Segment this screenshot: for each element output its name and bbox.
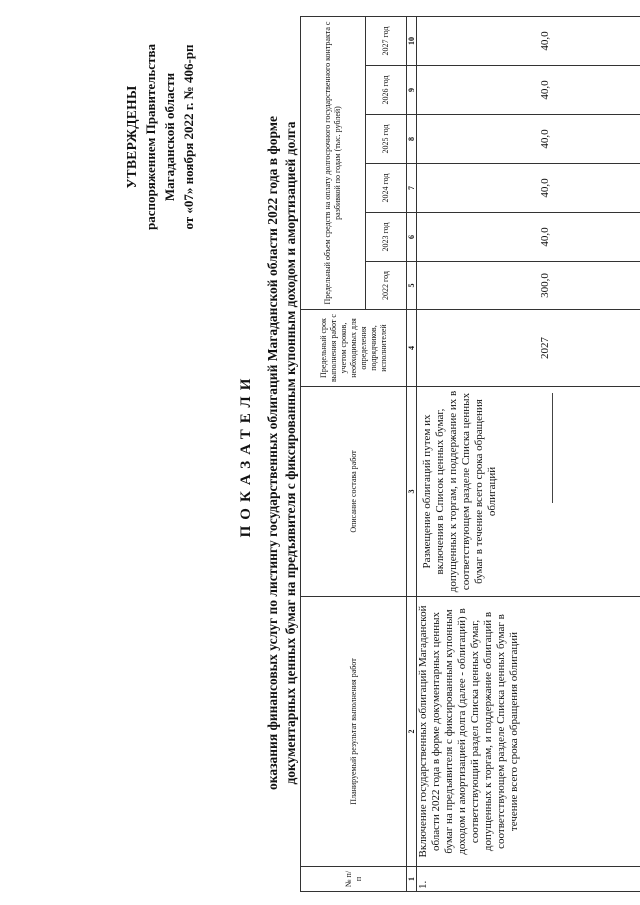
header-year-2027: 2027 год xyxy=(366,17,407,66)
indicators-table xyxy=(300,16,640,892)
col-number: 10 xyxy=(407,17,417,66)
approval-line-3: от «07» ноября 2022 г. № 406-рп xyxy=(181,44,196,230)
row-value-2026: 40,0 xyxy=(417,66,640,115)
row-value-2027: 40,0 xyxy=(417,17,640,66)
header-year-2022: 2022 год xyxy=(366,262,407,310)
header-year-2026: 2026 год xyxy=(366,66,407,115)
header-year-2024: 2024 год xyxy=(366,164,407,213)
header-volume: Предельный объем средств на оплату долгосрочного государственного контракта с разбивкой по годам (тыс. рублей) xyxy=(301,17,366,310)
row-value-2023: 40,0 xyxy=(417,213,640,262)
subtitle-line-1: оказания финансовых услуг по листингу государственных облигаций Магаданской области 2022 года в форме xyxy=(265,116,280,790)
row-deadline: 2027 xyxy=(417,310,640,387)
header-description: Описание состава работ xyxy=(301,387,407,597)
row-result: Включение государственных облигаций Магаданской области 2022 года в форме документарных ценных бумаг на предъявителя с фиксированным купонным доходом и амортизацией долга (далее - облигаций) в соответствующий раздел Списка ценных бумаг, допущенных к торгам, и поддержание облигаций в соответствующем разделе Списка ценных бумаг в течение всего срока обращения облигаций xyxy=(417,597,640,867)
approval-line-1: распоряжением Правительства xyxy=(143,44,158,230)
header-num: № п/п xyxy=(301,867,407,892)
col-number: 4 xyxy=(407,310,417,387)
col-number: 7 xyxy=(407,164,417,213)
approval-stamp xyxy=(122,17,198,257)
col-number: 9 xyxy=(407,66,417,115)
row-value-2024: 40,0 xyxy=(417,164,640,213)
row-number: 1. xyxy=(417,867,640,892)
approval-line-2: Магаданской области xyxy=(162,72,177,202)
row-value-2025: 40,0 xyxy=(417,115,640,164)
column-number-row xyxy=(407,17,417,892)
row-description: Размещение облигаций путем их включения в Список ценных бумаг, допущенных к торгам, и поддержание их в соответствующем разделе Списка ценных бумаг в течение всего срока обращения облигаций xyxy=(417,387,640,597)
col-number: 3 xyxy=(407,387,417,597)
col-number: 1 xyxy=(407,867,417,892)
header-deadline: Предельный срок выполнения работ с учетом сроков, необходимых для определения подрядчиков, исполнителей xyxy=(301,310,407,387)
table-row xyxy=(417,17,640,892)
closing-divider xyxy=(552,393,553,503)
col-number: 6 xyxy=(407,213,417,262)
header-year-2025: 2025 год xyxy=(366,115,407,164)
subtitle-line-2: документарных ценных бумаг на предъявителя с фиксированным купонным доходом и амортизацией долга xyxy=(283,121,298,785)
col-number: 2 xyxy=(407,597,417,867)
document-subtitle xyxy=(264,15,300,891)
document-title: ПОКАЗАТЕЛИ xyxy=(238,372,254,538)
header-result: Планируемый результат выполнения работ xyxy=(301,597,407,867)
row-value-2022: 300,0 xyxy=(417,262,640,310)
approval-title: УТВЕРЖДЕНЫ xyxy=(124,85,139,189)
col-number: 5 xyxy=(407,262,417,310)
header-year-2023: 2023 год xyxy=(366,213,407,262)
col-number: 8 xyxy=(407,115,417,164)
